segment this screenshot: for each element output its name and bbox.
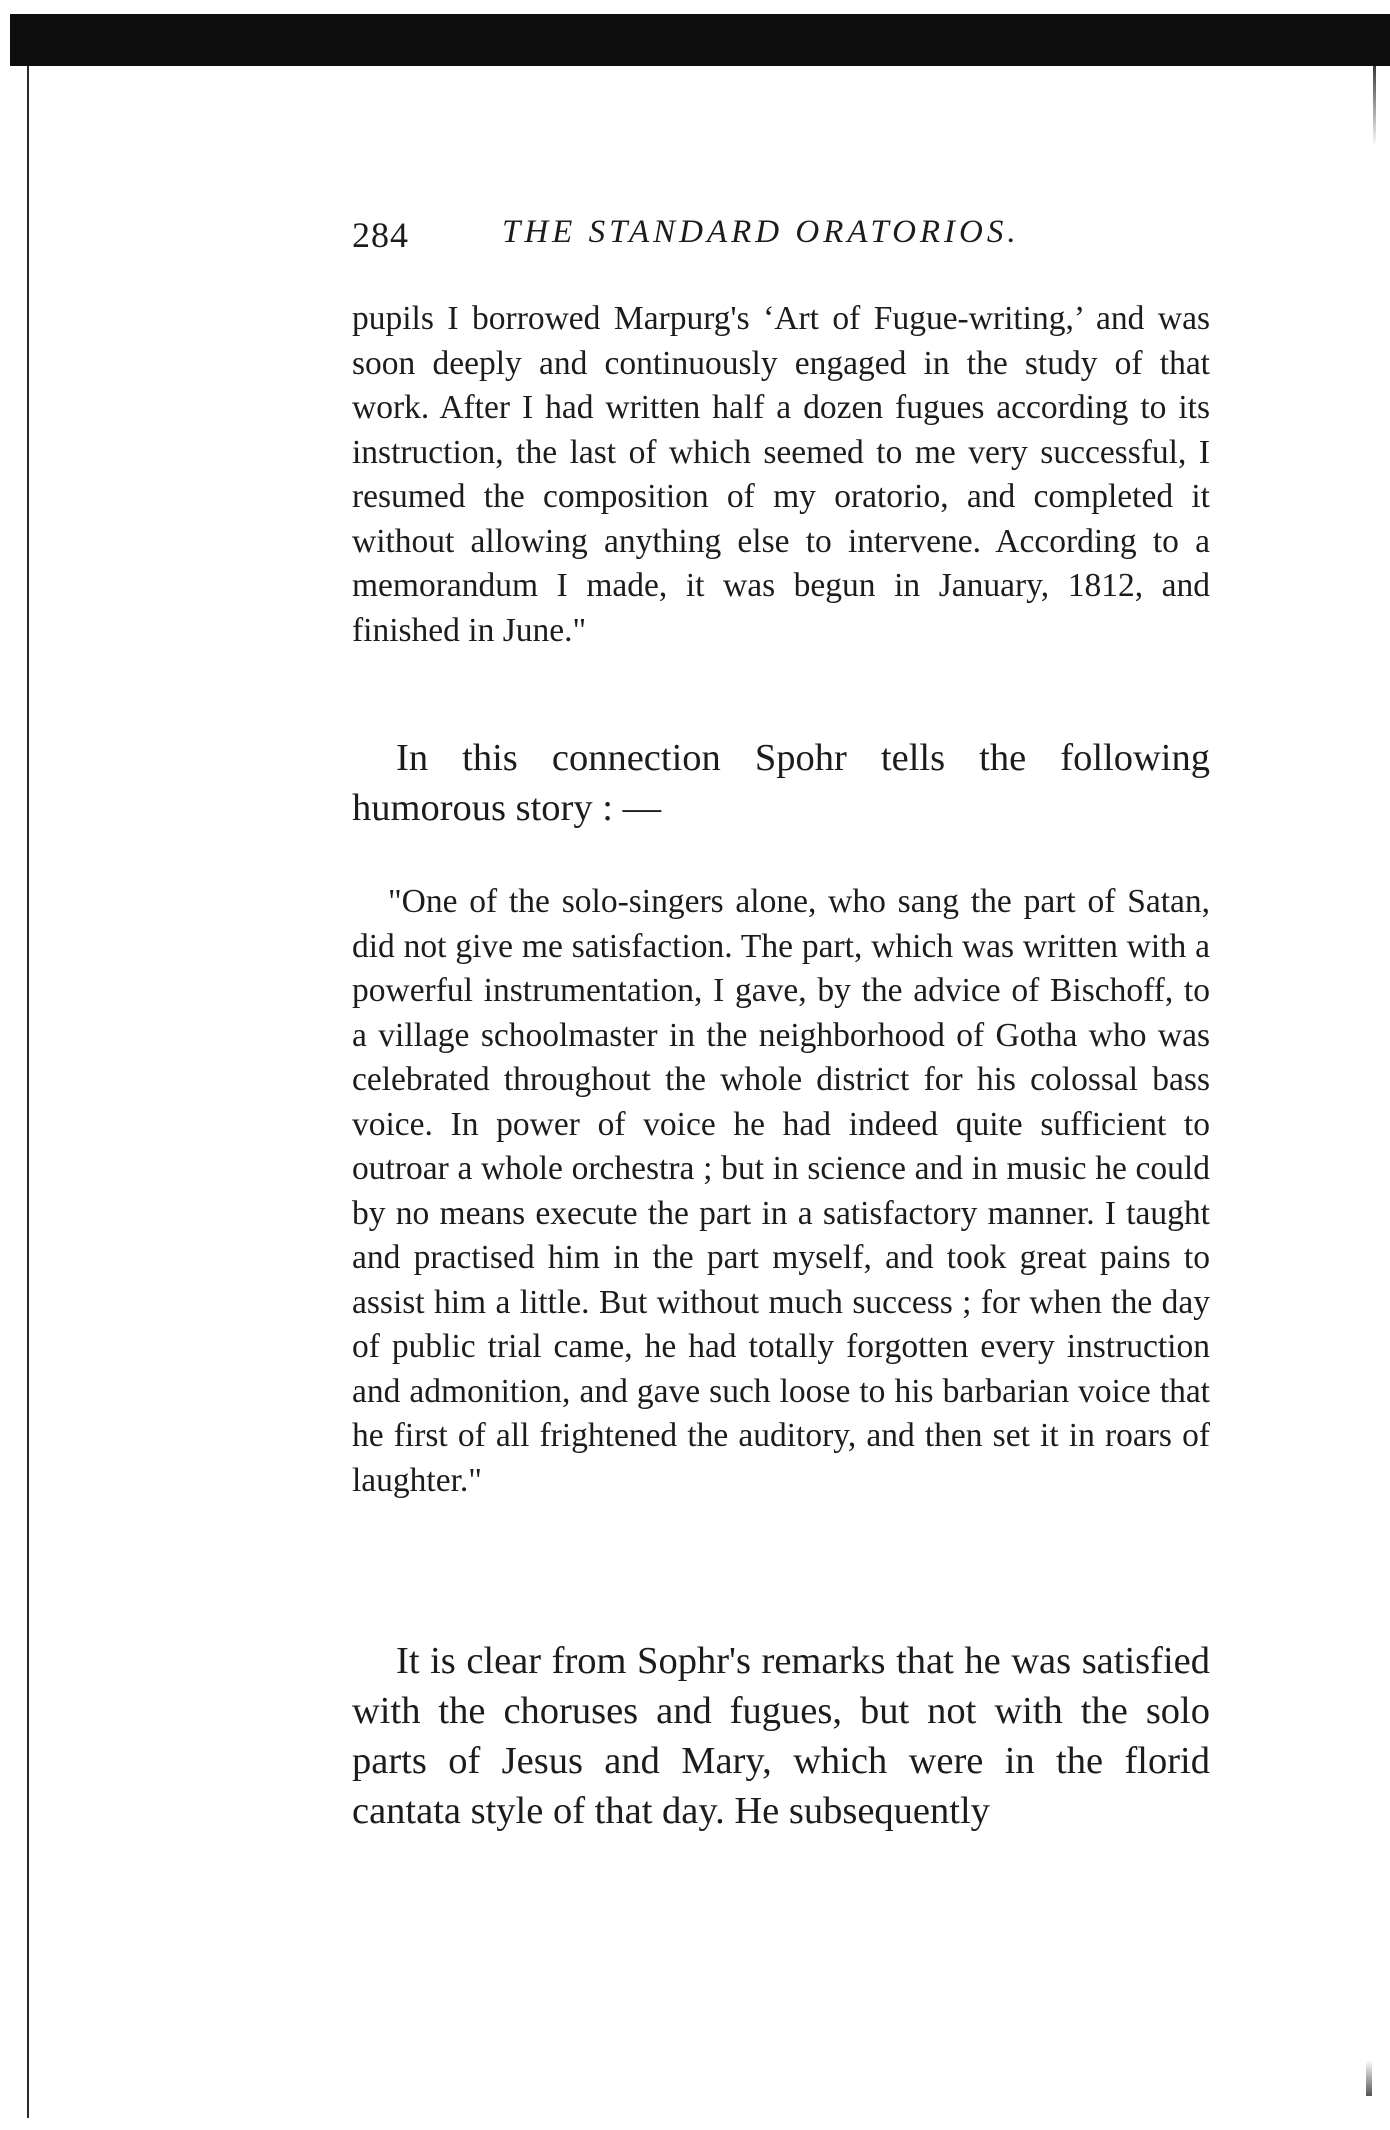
page-number: 284	[352, 215, 409, 255]
page-header	[352, 214, 1222, 264]
paragraph-fugue-study: pupils I borrowed Marpurg's ‘Art of Fugue-writing,’ and was soon deeply and continuously engaged in the study of that work. After I had written half a dozen fugues according to its instruction, the last of which seemed to me very successful, I resumed the composition of my oratorio, and completed it without allowing anything else to intervene. According to a memorandum I made, it was begun in January, 1812, and finished in June."	[352, 300, 1210, 649]
quote-satan-singer: "One of the solo-singers alone, who sang the part of Satan, did not give me satisfaction. The part, which was written with a powerful instrumentation, I gave, by the advice of Bischoff, to a village schoolmaster in the neighborhood of Gotha who was celebrated throughout the whole district for his colossal bass voice. In power of voice he had indeed quite sufficient to outroar a whole orchestra ; but in science and in music he could by no means execute the part in a satisfactory manner. I taught and practised him in the part myself, and took great pains to assist him a little. But without much success ; for when the day of public trial came, he had totally forgotten every instruction and admonition, and gave such loose to his barbarian voice that he first of all frightened the auditory, and then set it in roars of laughter."	[352, 883, 1210, 1499]
paragraph-spohr-story-intro: In this connection Spohr tells the following humorous story : —	[352, 737, 1210, 829]
paragraph-sophr-remarks: It is clear from Sophr's remarks that he was satisfied with the choruses and fugues, but not with the solo parts of Jesus and Mary, which were in the florid cantata style of that day. He subsequently	[352, 1640, 1210, 1832]
scan-border-top	[10, 14, 1390, 66]
running-title: THE STANDARD ORATORIOS.	[502, 214, 1020, 250]
scan-speck-bottom-right	[1366, 2060, 1372, 2096]
scan-speck-top-right	[1373, 66, 1376, 146]
scan-border-left	[27, 66, 29, 2118]
